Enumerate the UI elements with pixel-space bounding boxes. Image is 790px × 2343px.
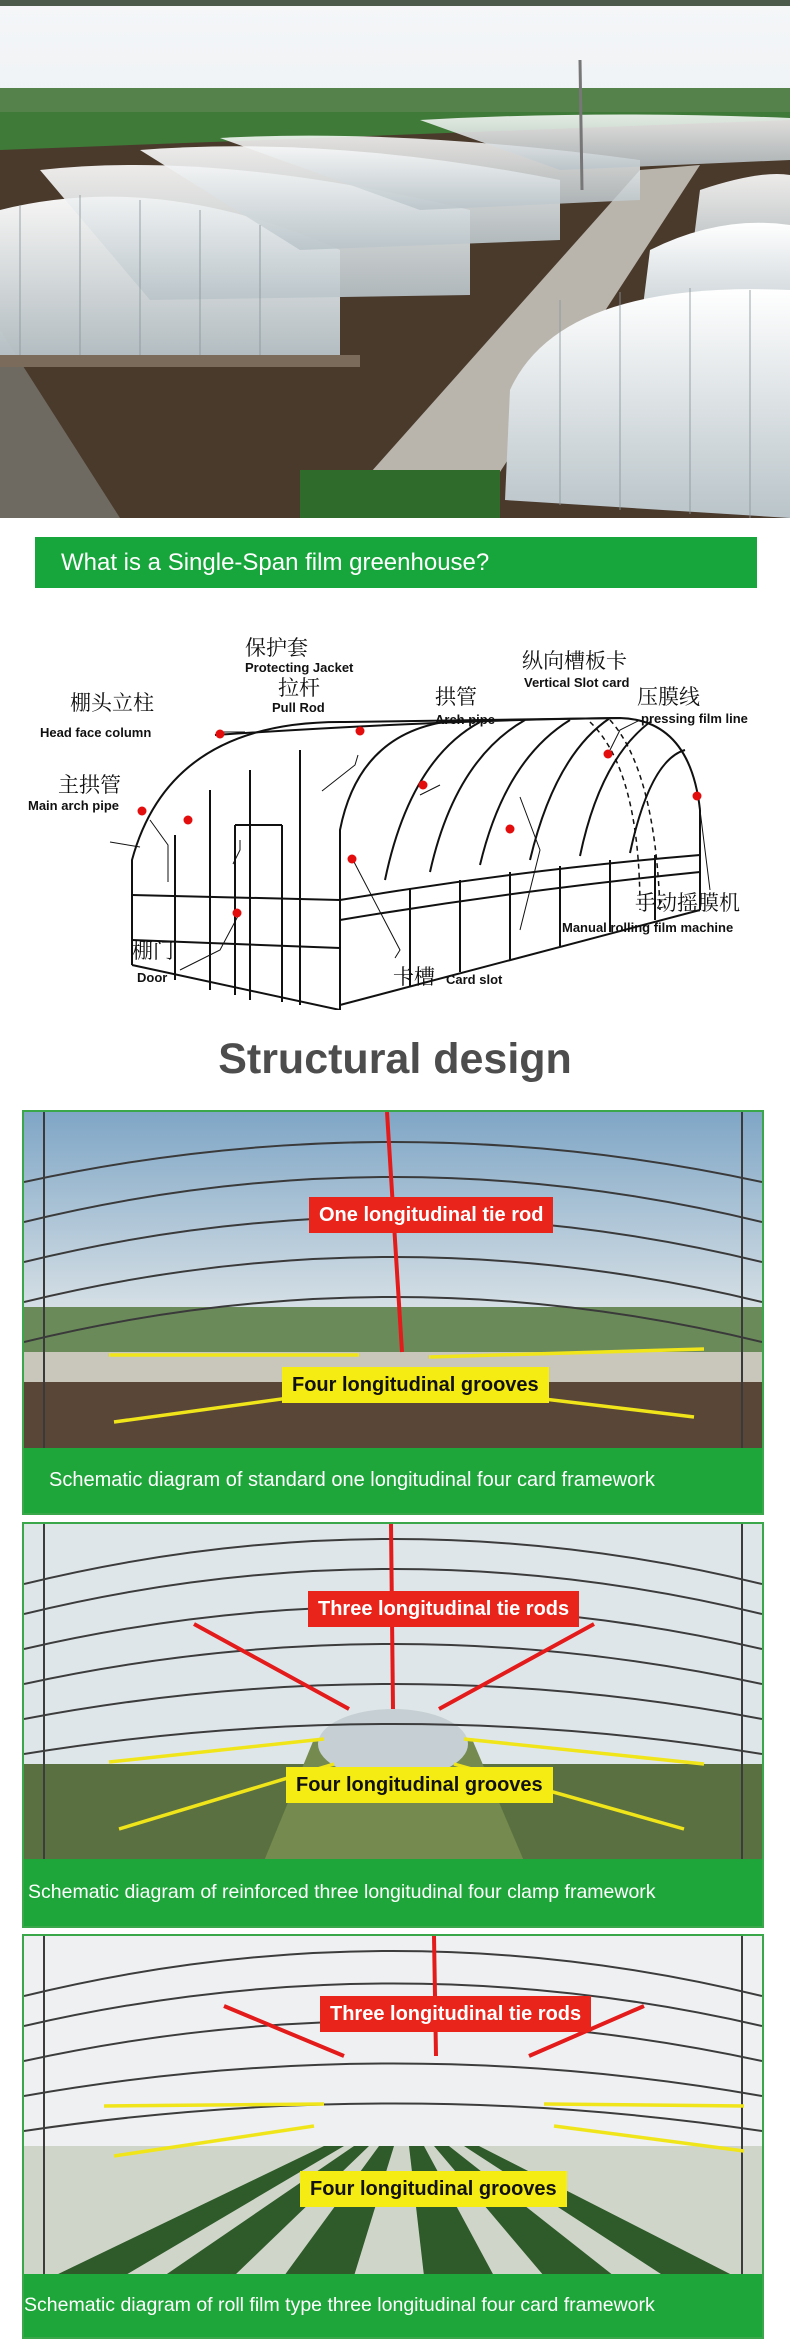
- label-manual-rolling-film-machine-zh: 手动摇膜机: [635, 891, 740, 915]
- greenhouse-structure-diagram: [0, 610, 790, 1010]
- tie-rod-label: Three longitudinal tie rods: [308, 1591, 579, 1627]
- label-main-arch-pipe-en: Main arch pipe: [28, 798, 120, 813]
- label-arch-pipe-zh: 拱管: [435, 685, 477, 709]
- groove-label: Four longitudinal grooves: [282, 1367, 549, 1403]
- framework-panel-standard: [22, 1110, 764, 1515]
- label-card-slot-zh: 卡槽: [393, 965, 435, 989]
- groove-label: Four longitudinal grooves: [300, 2171, 567, 2207]
- label-card-slot-en: Card slot: [446, 972, 503, 987]
- tie-rod-label: Three longitudinal tie rods: [320, 1996, 591, 2032]
- label-vertical-slot-card-en: Vertical Slot card: [524, 675, 630, 690]
- hero-greenhouse-photo: [0, 0, 790, 518]
- framework-panel-roll-film: [22, 1934, 764, 2339]
- framework-panel-reinforced: [22, 1522, 764, 1928]
- label-protecting-jacket-zh: 保护套: [245, 636, 308, 660]
- label-pressing-film-line-en: pressing film line: [641, 711, 748, 726]
- label-pull-rod-zh: 拉杆: [278, 676, 320, 700]
- label-head-face-column-en: Head face column: [40, 725, 152, 740]
- label-arch-pipe-en: Arch pipe: [435, 712, 495, 727]
- label-door-en: Door: [137, 970, 168, 985]
- label-pressing-film-line-zh: 压膜线: [637, 685, 700, 709]
- label-pull-rod-en: Pull Rod: [272, 700, 325, 715]
- label-manual-rolling-film-machine-en: Manual rolling film machine: [562, 920, 734, 935]
- groove-label: Four longitudinal grooves: [286, 1767, 553, 1803]
- tie-rod-label: One longitudinal tie rod: [309, 1197, 553, 1233]
- label-main-arch-pipe-zh: 主拱管: [58, 773, 121, 797]
- section-banner: What is a Single-Span film greenhouse?: [35, 537, 757, 588]
- structural-design-heading: Structural design: [218, 1035, 572, 1083]
- greenhouse-interior-photo: [24, 1936, 762, 2276]
- label-door-zh: 棚门: [132, 939, 174, 963]
- label-protecting-jacket-en: Protecting Jacket: [245, 660, 354, 675]
- diagram-points: [138, 727, 702, 918]
- label-vertical-slot-card-zh: 纵向槽板卡: [522, 649, 627, 673]
- panel-caption: Schematic diagram of standard one longitudinal four card framework: [24, 1448, 762, 1513]
- label-head-face-column-zh: 棚头立柱: [70, 691, 154, 715]
- greenhouse-interior-photo: [24, 1524, 762, 1861]
- panel-caption: Schematic diagram of roll film type three longitudinal four card framework: [24, 2274, 762, 2337]
- panel-caption: Schematic diagram of reinforced three longitudinal four clamp framework: [24, 1859, 762, 1926]
